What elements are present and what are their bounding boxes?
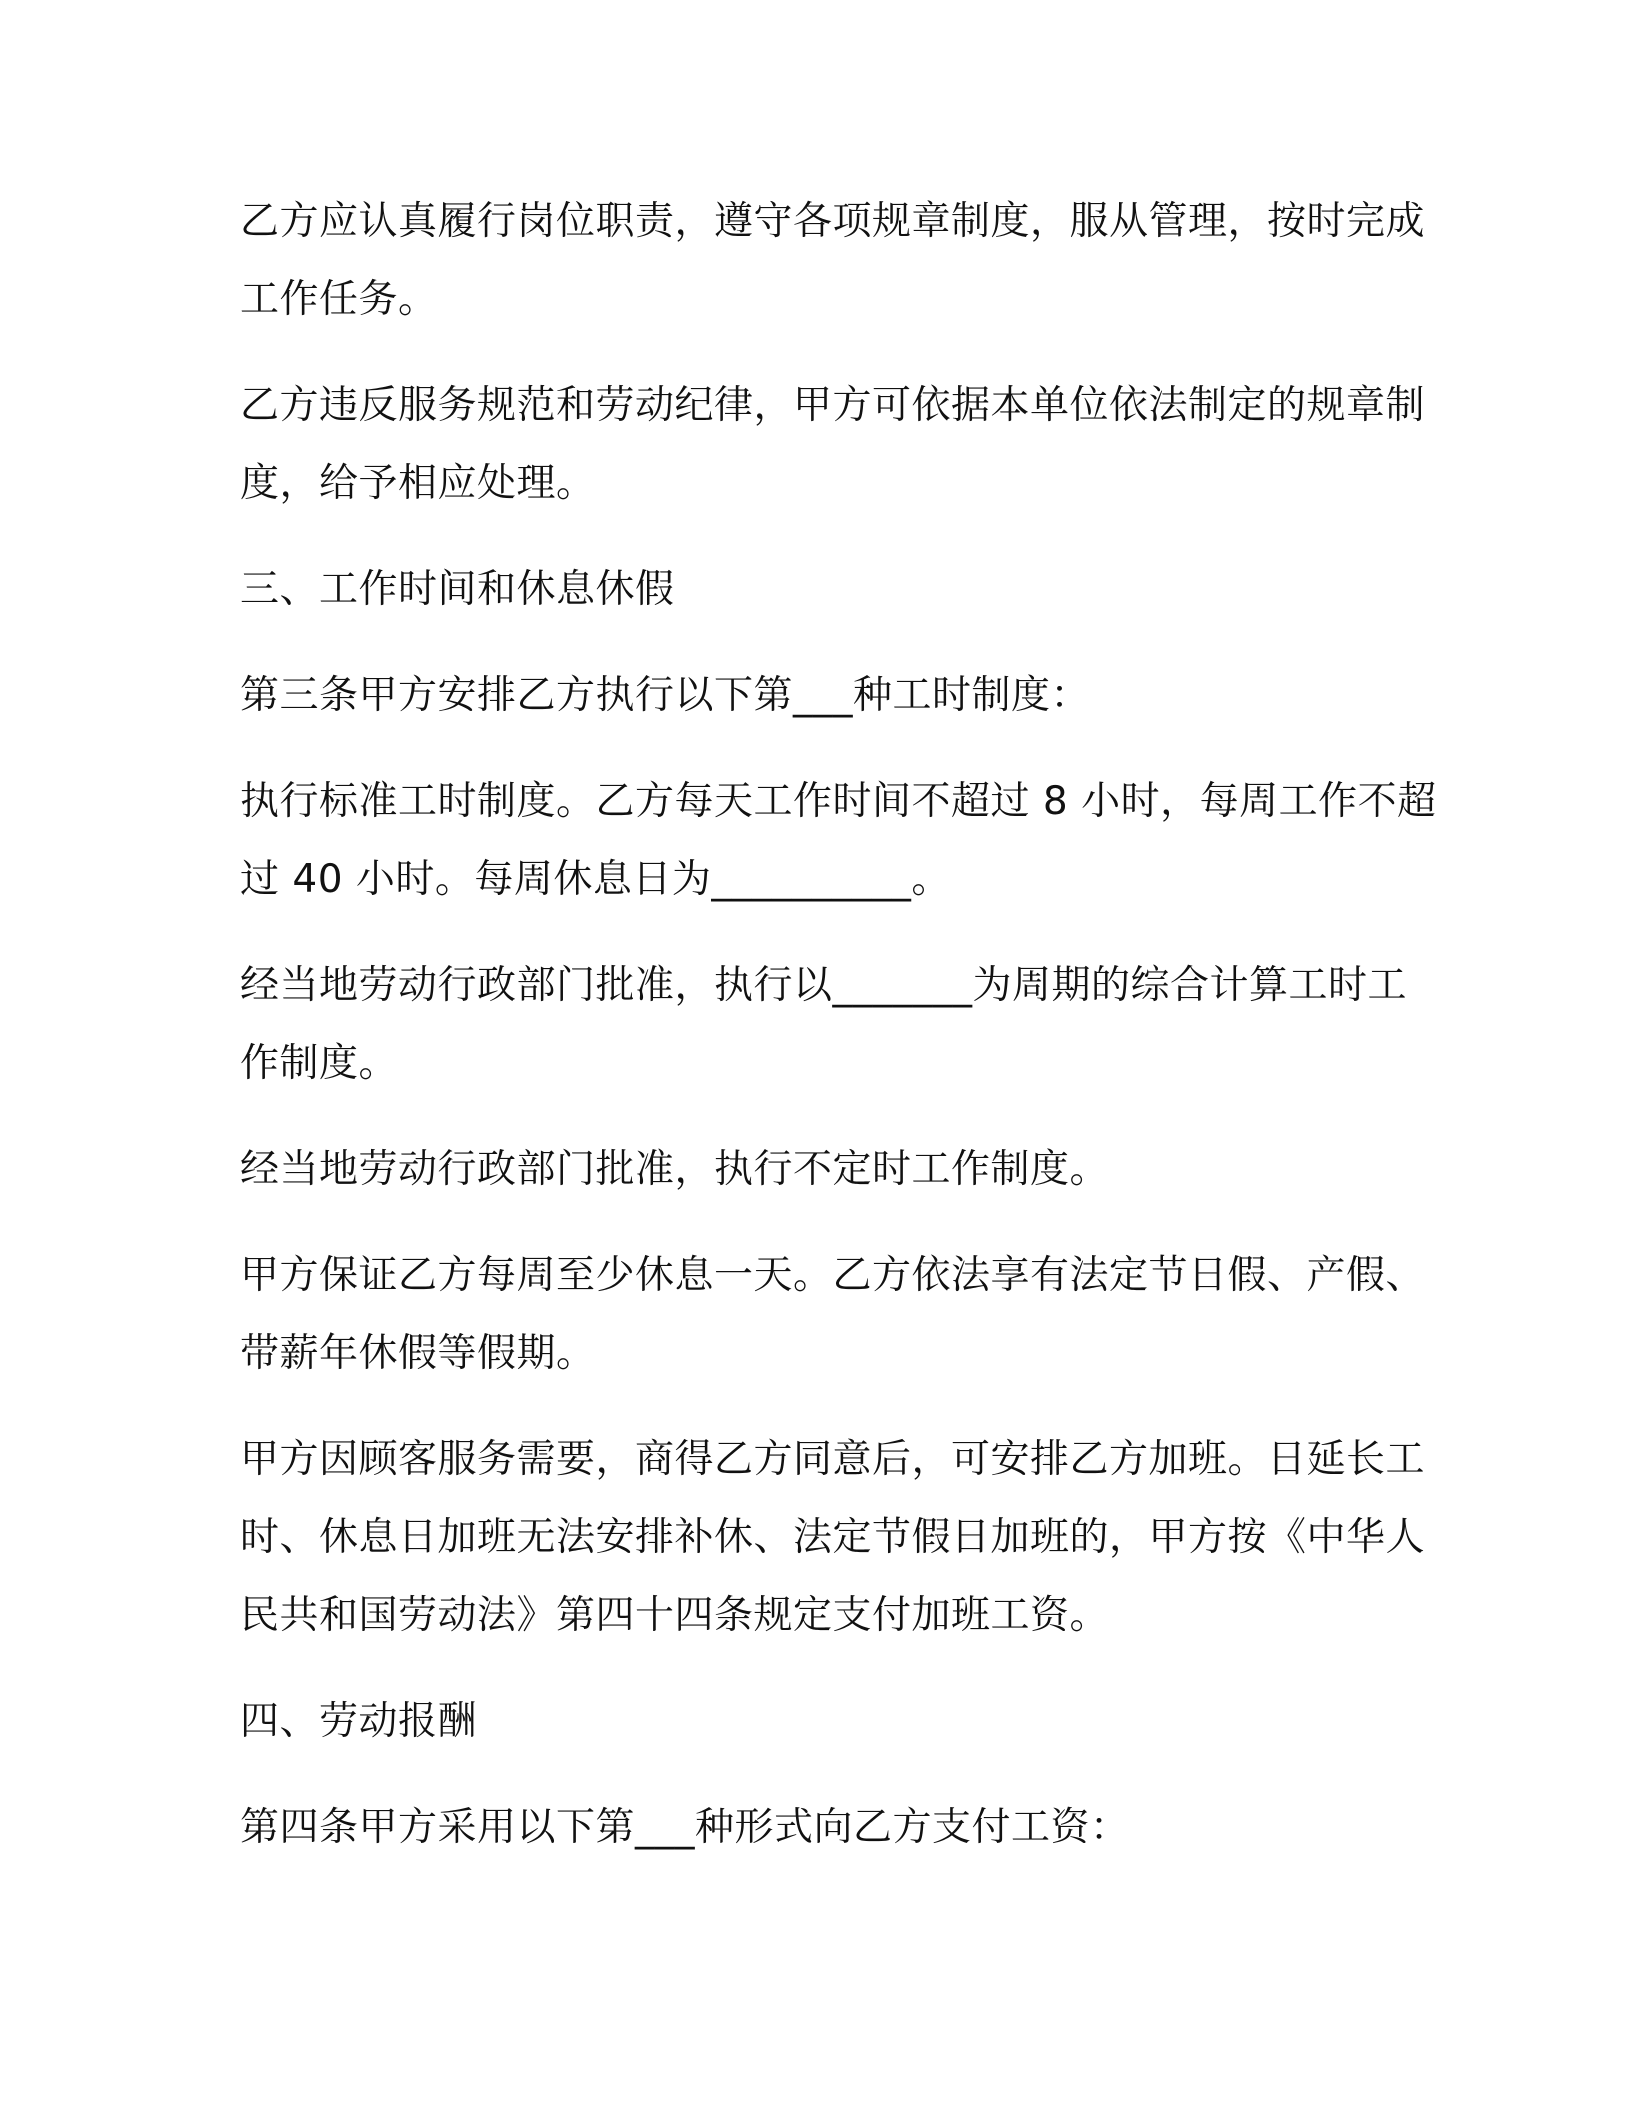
- text-line: 作制度。: [240, 1041, 399, 1086]
- paragraph-flexible-hours: [240, 1131, 1400, 1209]
- text-line: 乙方违反服务规范和劳动纪律，甲方可依据本单位依法制定的规章制: [240, 383, 1426, 428]
- paragraph-duties: [240, 183, 1426, 339]
- text-line: 时、休息日加班无法安排补休、法定节假日加班的，甲方按《中华人: [240, 1515, 1426, 1560]
- text-line: 经当地劳动行政部门批准，执行以_______为周期的综合计算工时工: [240, 963, 1408, 1008]
- heading-text: 四、劳动报酬: [240, 1699, 478, 1744]
- document-body: [240, 183, 1437, 1895]
- paragraph-standard-hours: [240, 763, 1437, 919]
- text-line: 度，给予相应处理。: [240, 461, 596, 506]
- article-three: [240, 657, 1400, 735]
- text-line: 过 40 小时。每周休息日为__________。: [240, 857, 951, 902]
- paragraph-discipline: [240, 367, 1426, 523]
- paragraph-overtime: [240, 1421, 1426, 1655]
- heading-text: 三、工作时间和休息休假: [240, 567, 675, 612]
- text-line: 执行标准工时制度。乙方每天工作时间不超过 8 小时，每周工作不超: [240, 779, 1437, 824]
- text-line: 乙方应认真履行岗位职责，遵守各项规章制度，服从管理，按时完成: [240, 199, 1426, 244]
- text-line: 第三条甲方安排乙方执行以下第___种工时制度：: [240, 673, 1091, 718]
- text-line: 经当地劳动行政部门批准，执行不定时工作制度。: [240, 1147, 1110, 1192]
- article-four: [240, 1789, 1400, 1867]
- text-line: 民共和国劳动法》第四十四条规定支付加班工资。: [240, 1593, 1110, 1638]
- section-heading-remuneration: [240, 1683, 1400, 1761]
- text-line: 工作任务。: [240, 277, 438, 322]
- section-heading-working-hours: [240, 551, 1400, 629]
- text-line: 带薪年休假等假期。: [240, 1331, 596, 1376]
- paragraph-rest-days: [240, 1237, 1426, 1393]
- text-line: 甲方因顾客服务需要，商得乙方同意后，可安排乙方加班。日延长工: [240, 1437, 1426, 1482]
- text-line: 第四条甲方采用以下第___种形式向乙方支付工资：: [240, 1805, 1130, 1850]
- text-line: 甲方保证乙方每周至少休息一天。乙方依法享有法定节日假、产假、: [240, 1253, 1426, 1298]
- paragraph-comprehensive-hours: [240, 947, 1408, 1103]
